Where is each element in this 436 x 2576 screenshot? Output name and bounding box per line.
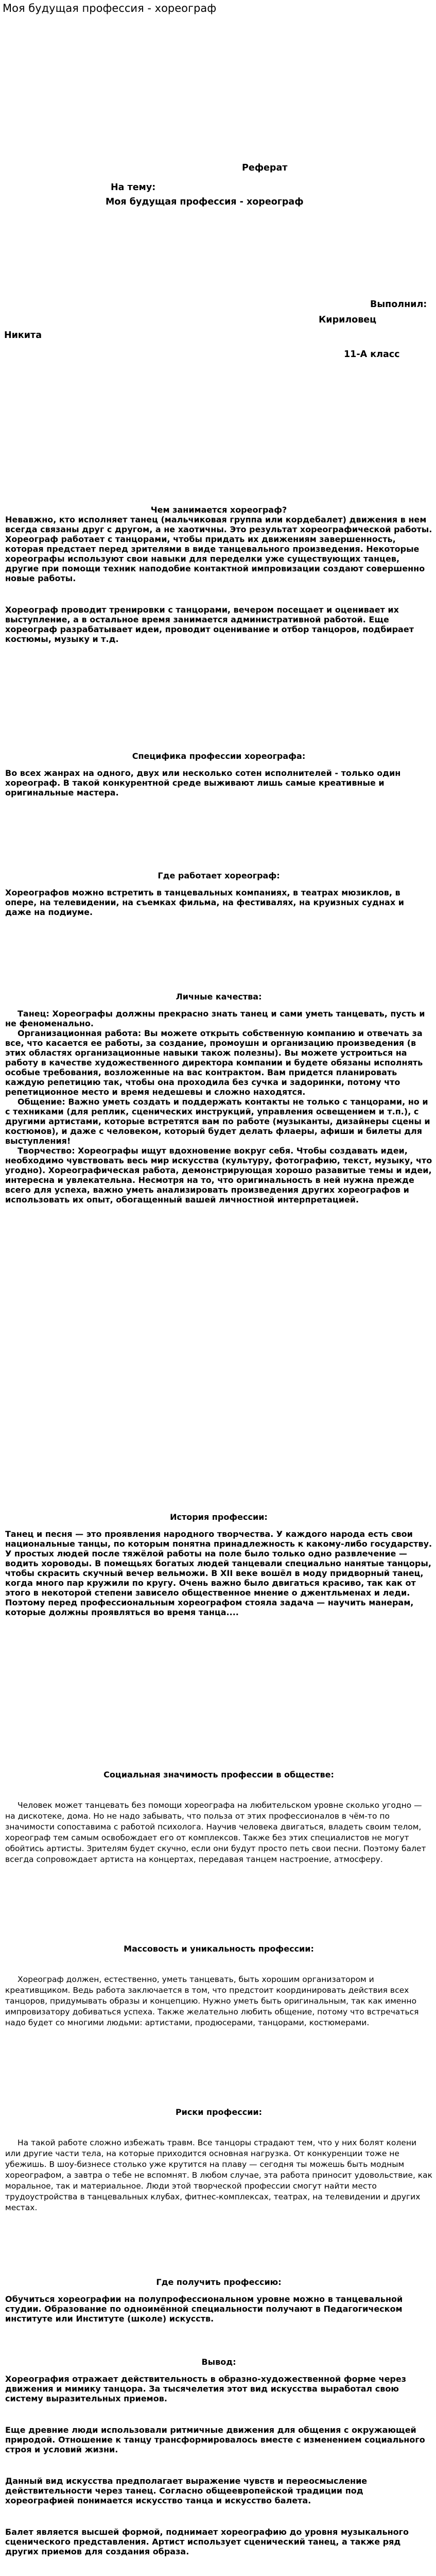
paragraph: Хореография отражает действительность в образно-художественной форме через движения и мимику танцора. За тысячелетия этот вид искусства выработал свою систему выразительных приемов. (5, 2374, 407, 2403)
topic-prefix: На тему: (111, 182, 156, 193)
section-qualities (5, 992, 432, 1205)
paragraph: Танец: Хореографы должны прекрасно знать танец и сами уметь танцевать, пусть и не феноменально. (5, 1009, 425, 1028)
section-heading: Чем занимается хореограф? (150, 505, 287, 515)
performed-by-label: Выполнил: (370, 299, 427, 310)
paragraph: Хореографов можно встретить в танцевальных компаниях, в театрах мюзиклов, в опере, на телевидении, на съемках фильма, на фестивалях, на круизных суднах и даже на подиуме. (5, 888, 404, 917)
section-heading: История профессии: (170, 1512, 268, 1522)
section-risks (5, 2107, 432, 2213)
section-heading: Риски профессии: (175, 2107, 263, 2117)
author-class: 11-А класс (344, 349, 400, 360)
paragraph: Данный вид искусства предполагает выражение чувств и переосмысление действительности через танец. Согласно общеевропейской традиции под хореографией понимается искусство танца и искусство балета. (5, 2476, 368, 2505)
page-title: Моя будущая профессия - хореограф (3, 2, 217, 14)
paragraph: Творчество: Хореографы ищут вдохновение вокруг себя. Чтобы создавать идеи, необходимо чувствовать весь мир искусства (культуру, фотографию, текст, музыку, что угодно). Хореографическая работа, демонстрирующая хорошо разавитые темы и идеи, интересна и увлекательна. Несмотря на то, что оригинальность в ней нужна прежде всего для успеха, важно уметь анализировать произведения других хореографов и использовать их опыт, обогащенный вашей личностной интерпретацией. (5, 1146, 432, 1205)
section-heading: Вывод: (201, 2357, 236, 2367)
section-heading: Где получить профессию: (156, 2277, 282, 2287)
paragraph: На такой работе сложно избежать травм. Все танцоры страдают тем, что у них болят колени или другие части тела, на которые приходится основная нагрузка. От конкуренции тоже не убежишь. В шоу-бизнесе столько уже крутится на плаву — сегодня ты можешь быть модным хореографом, а завтра о тебе не вспомнят. В любом случае, эта работа приносит удовольствие, как моральное, так и материальное. Люди этой творческой профессии смогут найти место трудоустройства в танцевальных клубах, фитнес-комплексах, театрах, на телевидении и других местах. (5, 2138, 433, 2212)
section-what (5, 505, 432, 644)
section-specifics (5, 751, 432, 798)
paragraph: Танец и песня — это проявления народного творчества. У каждого народа есть свои национальные танцы, по которым понятна принадлежность к какому-либо государству. У простых людей после тяжёлой работы на поле было только одно развлечение — водить хороводы. В помещьях богатых людей танцевали специально нанятые танцоры, чтобы скрасить скучный вечер вельможи. В XII веке вошёл в моду придворный танец, когда много пар кружили по кругу. Очень важно было двигаться красиво, так как от этого в некоторой степени зависело общественное мнение о джентльменах и леди. Поэтому перед профессиональным хореографом стояла задача — научить манерам, которые должны проявляться во время танца.... (5, 1529, 432, 1617)
topic-title: Моя будущая профессия - хореограф (106, 197, 304, 207)
referat-label: Реферат (242, 163, 288, 173)
paragraph: Обучиться хореографии на полупрофессиональном уровне можно в танцевальной студии. Образование по одноимённой специальности получают в Педагогическом институте или Институте (школе) искусств. (5, 2294, 403, 2324)
paragraph: Хореограф должен, естественно, уметь танцевать, быть хорошим организатором и креативщиком. Ведь работа заключается в том, что предстоит координировать действия всех танцоров, придумывать образы и концепцию. Нужно уметь быть оригинальным, так как именно импровизатору добиваться успеха. Также желательно любить общение, потому что встречаться надо будет со многими людьми: артистами, продюсерами, танцорами, костюмерами. (5, 1975, 419, 2027)
paragraph: Хореограф проводит тренировки с танцорами, вечером посещает и оценивает их выступление, а в остальное время занимается административной работой. Еще хореограф разрабатывает идеи, проводит оценивание и отбор танцоров, подбирает костюмы, музыку и т.д. (5, 605, 414, 644)
section-where (5, 871, 432, 917)
section-conclusion (5, 2357, 432, 2556)
paragraph: Общение: Важно уметь создать и поддержать контакты не только с танцорами, но и с техниками (для реплик, сценических инструкций, управления освещением и т.п.), с другими артистами, которые встретятся вам по работе (музыканты, дизайнеры сцены и костюмов), и даже с человеком, который будет делать флаеры, афиши и билеты для выступления! (5, 1097, 430, 1146)
paragraph: Человек может танцевать без помощи хореографа на любительском уровне сколько угодно — на дискотеке, дома. Но не надо забывать, что польза от этих профессионалов в чём-то по значимости сопоставима с работой психолога. Научив человека двигаться, владеть своим телом, хореограф тем самым освобождает его от комплексов. Также без этих специалистов не могут обойтись артисты. Зрителям будет скучно, если они будут просто петь свои песни. Поэтому балет всегда сопровождает артиста на концертах, передавая танцем настроение, атмосферу. (5, 1801, 426, 1864)
section-mass (5, 1944, 432, 2028)
paragraph: Организационная работа: Вы можете открыть собственную компанию и отвечать за все, что касается ее работы, за создание, промоушн и организацию произведения (в этих областях организационные навыки також полезны). Вы можете устроиться на работу в качестве художественного директора компании и будете обязаны исполнять особые требования, возложенные на вас контрактом. Вам придется планировать каждую репетицию так, чтобы она проходила без сучка и задоринки, потому что репетиционное место и время недешевы и сложно находятся. (5, 1028, 423, 1097)
author-surname: Кириловец (319, 315, 377, 325)
paragraph: Во всех жанрах на одного, двух или несколько сотен исполнителей - только один хореограф. В такой конкурентной среде выживают лишь самые креативные и оригинальные мастера. (5, 768, 401, 798)
section-heading: Личные качества: (176, 992, 262, 1002)
section-heading: Массовость и уникальность профессии: (124, 1944, 314, 1954)
paragraph: Еще древние люди использовали ритмичные движения для общения с окружающей природой. Отношение к танцу трансформировалось вместе с изменением социального строя и условий жизни. (5, 2425, 425, 2454)
author-name: Никита (4, 330, 42, 341)
section-heading: Где работает хореограф: (158, 871, 280, 880)
section-social (5, 1770, 432, 1865)
section-history (5, 1512, 432, 1617)
paragraph: Балет является высшей формой, поднимает хореографию до уровня музыкального сценического представления. Артист использует сценический танец, а также ряд других приемов для создания образа. (5, 2527, 409, 2556)
section-heading: Социальная значимость профессии в обществе: (103, 1770, 334, 1780)
section-where-get (5, 2277, 432, 2324)
paragraph: Невавжно, кто исполняет танец (мальчиковая группа или кордебалет) движения в нем всегда связаны друг с другом, а не хаотичны. Это результат хореографической работы. Хореограф работает с танцорами, чтобы придать их движениям завершенность, которая предстает перед зрителями в виде танцевального произведения. Некоторые хореографы используют свои навыки для переделки уже существующих танцев, другие при помощи техник наподобие контактной импровизации создают совершенно новые работы. (5, 515, 432, 583)
section-heading: Специфика профессии хореографа: (132, 751, 306, 761)
